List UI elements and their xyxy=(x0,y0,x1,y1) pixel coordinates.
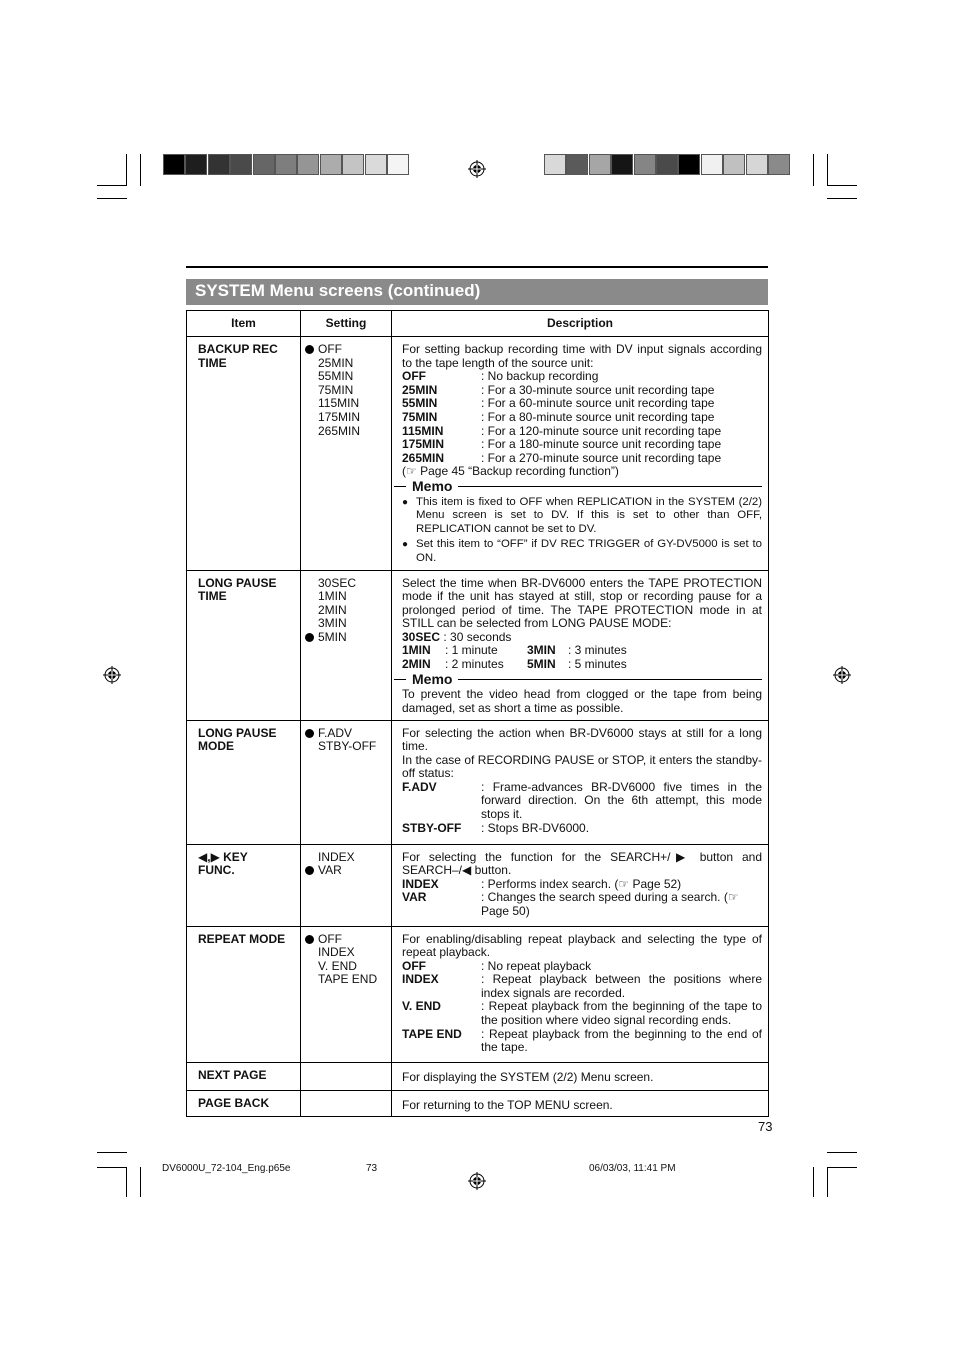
setting-option-selected: VAR xyxy=(305,864,391,878)
description-intro: For enabling/disabling repeat playback and selecting the type of repeat playback. xyxy=(402,931,762,960)
color-swatch xyxy=(208,154,230,175)
definition-row: TAPE END : Repeat playback from the beginning to the end of the tape. xyxy=(402,1026,762,1055)
definition-row: INDEX : Performs index search. (☞ Page 52) xyxy=(402,876,682,891)
setting-option: TAPE END xyxy=(318,972,378,987)
definition-row: STBY-OFF : Stops BR-DV6000. xyxy=(402,820,590,835)
setting-option: 175MIN xyxy=(318,409,361,424)
section-title-bar xyxy=(186,279,768,305)
setting-option: 115MIN xyxy=(318,396,360,411)
table-row xyxy=(187,1062,769,1090)
setting-cell xyxy=(301,1090,392,1117)
selected-dot-icon xyxy=(305,633,314,642)
definition-row: 175MIN : For a 180-minute source unit recording tape xyxy=(402,437,722,452)
registration-mark-icon xyxy=(468,1172,486,1190)
page-reference: (☞ Page 45 “Backup recording function”) xyxy=(402,464,619,479)
color-swatch xyxy=(768,154,790,175)
item-cell xyxy=(187,720,301,844)
registration-mark-icon xyxy=(103,666,121,684)
definition-row: 55MIN : For a 60-minute source unit recording tape xyxy=(402,396,715,411)
description-cell xyxy=(392,1062,769,1090)
crop-mark xyxy=(140,1167,141,1197)
definition-row: INDEX : Repeat playback between the positions where index signals are recorded. xyxy=(402,972,762,1000)
setting-option: 25MIN xyxy=(318,355,354,370)
description-cell xyxy=(392,337,769,571)
crop-mark xyxy=(97,1167,127,1168)
color-swatch xyxy=(230,154,252,175)
system-menu-table xyxy=(186,310,769,1117)
setting-option: 75MIN xyxy=(318,382,354,397)
item-cell xyxy=(187,1062,301,1090)
table-row xyxy=(187,570,769,720)
selected-dot-icon xyxy=(305,935,314,944)
color-swatch xyxy=(566,154,588,175)
color-swatch xyxy=(701,154,723,175)
setting-option-selected: F.ADV xyxy=(305,727,391,741)
description-cell xyxy=(392,720,769,844)
crop-mark xyxy=(827,1167,828,1197)
item-label: LONG PAUSE xyxy=(198,725,277,740)
table-row xyxy=(187,926,769,1062)
description-text: For returning to the TOP MENU screen. xyxy=(402,1097,613,1112)
item-cell xyxy=(187,844,301,926)
description-intro: Select the time when BR-DV6000 enters the TAPE PROTECTION mode if the unit has stayed at still, stop or recording pause for a prolonged period of time. The TAPE PROTECTION mode in at STILL can be selected from LONG PAUSE MODE: xyxy=(402,575,762,631)
crop-mark xyxy=(813,154,814,186)
crop-mark xyxy=(97,185,127,186)
crop-mark xyxy=(827,1152,857,1153)
item-label: TIME xyxy=(198,355,227,370)
item-label: ◀,▶ KEY xyxy=(198,849,248,864)
memo-heading: Memo xyxy=(394,673,762,687)
description-intro: For selecting the function for the SEARCH+/▶ button and SEARCH–/◀ button. xyxy=(402,849,762,878)
table-row xyxy=(187,844,769,926)
setting-option: INDEX xyxy=(318,945,355,960)
setting-option: 1MIN xyxy=(318,589,347,604)
item-label: PAGE BACK xyxy=(198,1095,270,1110)
definition-row: V. END : Repeat playback from the beginning of the tape to the position where video signal recording ends. xyxy=(402,999,762,1028)
table-row xyxy=(187,337,769,571)
registration-mark-icon xyxy=(833,666,851,684)
setting-option-selected: 5MIN xyxy=(305,631,391,645)
color-swatch xyxy=(297,154,319,175)
registration-mark-icon xyxy=(468,160,486,178)
item-label: BACKUP REC xyxy=(198,342,278,356)
item-cell xyxy=(187,337,301,571)
definition-row: OFF : No backup recording xyxy=(402,369,599,384)
definition-row: OFF : No repeat playback xyxy=(402,958,592,973)
color-swatch xyxy=(387,154,409,175)
table-row xyxy=(187,1090,769,1117)
crop-mark xyxy=(97,1152,127,1153)
description-intro: In the case of RECORDING PAUSE or STOP, it enters the standby-off status: xyxy=(402,752,762,781)
footer-filename: DV6000U_72-104_Eng.p65e xyxy=(162,1163,291,1174)
item-label: REPEAT MODE xyxy=(198,931,286,946)
color-swatch xyxy=(746,154,768,175)
description-cell xyxy=(392,844,769,926)
setting-option-selected: OFF xyxy=(305,343,391,357)
column-header-setting: Setting xyxy=(301,311,392,337)
color-swatch xyxy=(275,154,297,175)
table-row xyxy=(187,720,769,844)
selected-dot-icon xyxy=(305,866,314,875)
table-header-row xyxy=(187,311,769,337)
setting-cell xyxy=(301,337,392,571)
memo-text: To prevent the video head from clogged or the tape from being damaged, set as short a time as possible. xyxy=(402,687,762,715)
crop-mark xyxy=(126,154,127,186)
color-swatch xyxy=(163,154,185,175)
selected-dot-icon xyxy=(305,729,314,738)
header-rule xyxy=(186,266,768,268)
item-cell xyxy=(187,570,301,720)
page-title: SYSTEM Menu screens (continued) xyxy=(195,281,481,300)
footer-date: 06/03/03, 11:41 PM xyxy=(589,1163,676,1174)
item-label: FUNC. xyxy=(198,863,235,878)
setting-option: V. END xyxy=(318,958,357,973)
crop-mark xyxy=(813,1167,814,1197)
color-swatch xyxy=(611,154,633,175)
definition-row: 30SEC : 30 seconds xyxy=(402,629,512,644)
item-cell xyxy=(187,1090,301,1117)
description-intro: For setting backup recording time with DV input signals according to the tape length of the source unit: xyxy=(402,342,762,370)
color-swatch xyxy=(678,154,700,175)
crop-mark xyxy=(827,185,857,186)
memo-bullet: ● Set this item to “OFF” if DV REC TRIGGER of GY-DV5000 is set to ON. xyxy=(402,538,762,564)
crop-mark xyxy=(140,154,141,186)
description-text: For displaying the SYSTEM (2/2) Menu screen. xyxy=(402,1069,654,1084)
definition-pair-row: 1MIN : 1 minute 3MIN : 3 minutes xyxy=(402,643,627,658)
setting-cell xyxy=(301,1062,392,1090)
color-swatch xyxy=(589,154,611,175)
item-label: NEXT PAGE xyxy=(198,1067,267,1082)
color-swatch xyxy=(656,154,678,175)
setting-cell xyxy=(301,926,392,1062)
setting-cell xyxy=(301,844,392,926)
setting-option: 265MIN xyxy=(318,423,361,438)
item-label: MODE xyxy=(198,739,234,754)
crop-mark xyxy=(827,1167,857,1168)
setting-cell xyxy=(301,720,392,844)
memo-heading: Memo xyxy=(394,480,762,494)
definition-pair-row: 2MIN : 2 minutes 5MIN : 5 minutes xyxy=(402,657,627,672)
description-cell xyxy=(392,926,769,1062)
description-cell xyxy=(392,1090,769,1117)
color-swatch xyxy=(185,154,207,175)
color-swatch xyxy=(723,154,745,175)
setting-option: STBY-OFF xyxy=(318,739,377,754)
description-cell xyxy=(392,570,769,720)
crop-mark xyxy=(97,198,127,199)
color-swatch xyxy=(634,154,656,175)
setting-option: 30SEC xyxy=(318,575,357,590)
definition-row: 115MIN : For a 120-minute source unit recording tape xyxy=(402,423,722,438)
color-swatch xyxy=(320,154,342,175)
setting-option: 3MIN xyxy=(318,616,347,631)
footer-page: 73 xyxy=(366,1163,378,1174)
column-header-item: Item xyxy=(187,311,301,337)
setting-cell xyxy=(301,570,392,720)
color-swatch xyxy=(342,154,364,175)
definition-row: 75MIN : For a 80-minute source unit recording tape xyxy=(402,409,715,424)
color-swatch xyxy=(365,154,387,175)
crop-mark xyxy=(827,198,857,199)
description-intro: For selecting the action when BR-DV6000 stays at still for a long time. xyxy=(402,725,762,754)
selected-dot-icon xyxy=(305,345,314,354)
crop-mark xyxy=(827,154,828,186)
page-number: 73 xyxy=(758,1119,773,1134)
crop-mark xyxy=(126,1167,127,1197)
column-header-description: Description xyxy=(392,311,769,337)
color-swatch xyxy=(253,154,275,175)
definition-row: F.ADV : Frame-advances BR-DV6000 five times in the forward direction. On the 6th attempt, this mode stops it. xyxy=(402,779,762,822)
setting-option: 55MIN xyxy=(318,369,354,384)
item-label: TIME xyxy=(198,589,227,604)
item-cell xyxy=(187,926,301,1062)
setting-option: 2MIN xyxy=(318,602,347,617)
setting-option: INDEX xyxy=(318,849,355,864)
memo-bullet: ● This item is fixed to OFF when REPLICATION in the SYSTEM (2/2) Menu screen is set to DV. If this is set to other than OFF, REPLICATION cannot be set to DV. xyxy=(402,495,762,535)
definition-row: 25MIN : For a 30-minute source unit recording tape xyxy=(402,382,715,397)
definition-row: VAR : Changes the search speed during a search. (☞ Page 50) xyxy=(402,890,739,918)
setting-option-selected: OFF xyxy=(305,933,391,947)
definition-row: 265MIN : For a 270-minute source unit recording tape xyxy=(402,450,722,465)
item-label: LONG PAUSE xyxy=(198,575,277,590)
color-swatch xyxy=(544,154,566,175)
